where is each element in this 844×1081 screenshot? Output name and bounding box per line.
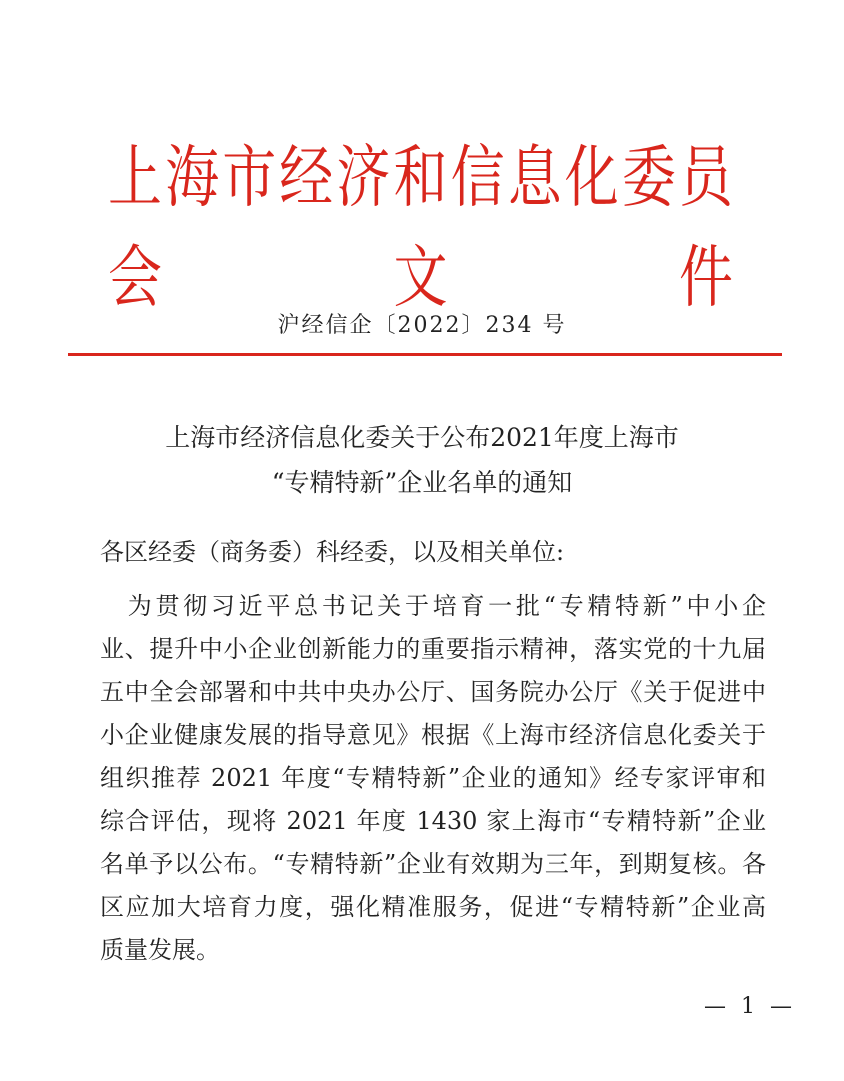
body-line: 小企业健康发展的指导意见》根据《上海市经济信息化委关于 xyxy=(100,721,766,749)
page-number: — 1 — xyxy=(704,994,796,1019)
body-line: 业、提升中小企业创新能力的重要指示精神，落实党的十九届 xyxy=(100,635,766,663)
body-line: 组织推荐 2021 年度“专精特新”企业的通知》经专家评审和 xyxy=(100,764,766,792)
document-header-title: 上海市经济和信息化委员会文件 xyxy=(108,138,733,317)
body-line: 名单予以公布。“专精特新”企业有效期为三年，到期复核。各 xyxy=(100,850,766,878)
body-line: 综合评估，现将 2021 年度 1430 家上海市“专精特新”企业 xyxy=(100,807,766,835)
body-line: 五中全会部署和中共中央办公厅、国务院办公厅《关于促进中 xyxy=(100,678,766,706)
salutation: 各区经委（商务委）科经委，以及相关单位: xyxy=(100,538,565,566)
document-number: 沪经信企〔2022〕234 号 xyxy=(277,313,567,338)
notice-title-line-1: 上海市经济信息化委关于公布2021年度上海市 xyxy=(165,423,679,452)
body-line: 质量发展。 xyxy=(100,936,220,964)
red-divider xyxy=(68,353,782,356)
body-line: 为贯彻习近平总书记关于培育一批“专精特新”中小企 xyxy=(100,592,766,620)
notice-title-line-2: “专精特新”企业名单的通知 xyxy=(271,468,573,497)
body-line: 区应加大培育力度，强化精准服务，促进“专精特新”企业高 xyxy=(100,893,766,921)
